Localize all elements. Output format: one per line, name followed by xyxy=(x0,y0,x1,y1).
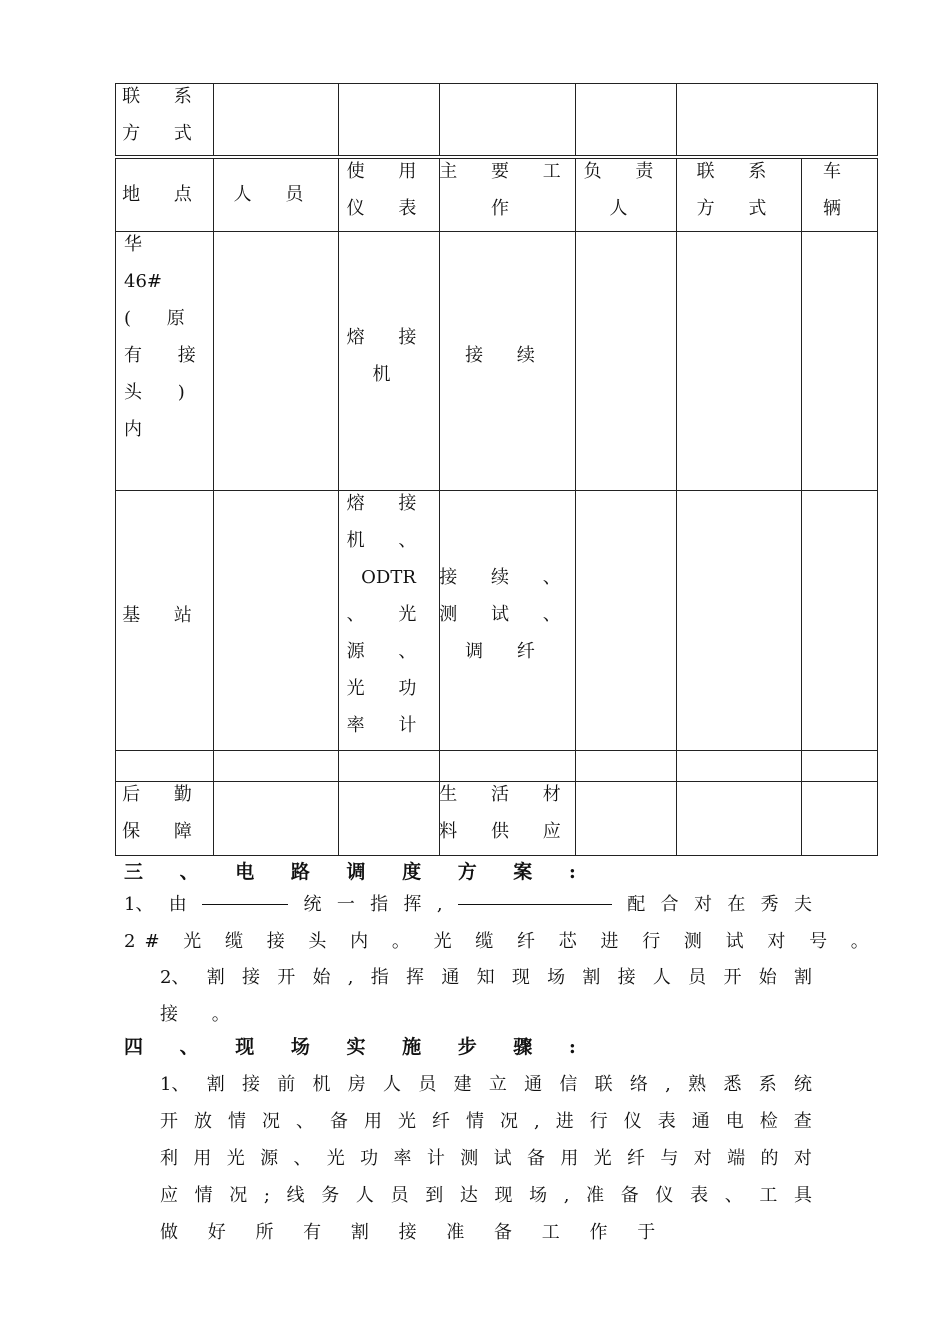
header-vehicle: 车 辆 xyxy=(823,161,855,219)
section4-line2: 开 放 情 况 、 备 用 光 纤 情 况 , 进 行 仪 表 通 电 检 查 xyxy=(160,1111,812,1132)
section4-line3: 利 用 光 源 、 光 功 率 计 测 试 备 用 光 纤 与 对 端 的 对 xyxy=(160,1148,812,1169)
section3-item1-line1: 1、 由 统 一 指 挥 , 配 合 对 在 秀 夫 xyxy=(124,886,812,923)
header-location: 地 点 xyxy=(122,184,206,205)
section3-item2-line2: 接 。 xyxy=(160,1004,244,1025)
section4-title: 四 、 现 场 实 施 步 骤 : xyxy=(124,1036,591,1058)
header-main-work: 主 要 工 作 xyxy=(439,161,575,219)
row-hua46-location: 华 46# ( 原 有 接 头 ) 内 xyxy=(124,234,196,440)
row-logistics-location: 后 勤 保 障 xyxy=(122,784,206,842)
section3-item1-line2: 2# 光 缆 接 头 内 。 光 缆 纤 芯 进 行 测 试 对 号 。 xyxy=(124,931,878,952)
row-station-instrument: 熔 接 机 、 ODTR 、 光 源 、 光 功 率 计 xyxy=(346,493,431,736)
section3-item2-line1: 2、 割 接 开 始 , 指 挥 通 知 现 场 割 接 人 员 开 始 割 xyxy=(160,967,812,988)
section4-line5: 做 好 所 有 割 接 准 备 工 作 于 xyxy=(160,1222,668,1243)
section3-title: 三 、 电 路 调 度 方 案 : xyxy=(124,861,591,883)
header-owner: 负 责 人 xyxy=(583,161,668,219)
row-station-work: 接 续 、 测 试 、 调 纤 xyxy=(439,567,575,662)
row-station-location: 基 站 xyxy=(122,605,206,626)
section4-line1: 1、 割 接 前 机 房 人 员 建 立 通 信 联 络 , 熟 悉 系 统 xyxy=(160,1074,812,1095)
blank-commander xyxy=(202,886,288,905)
blank-cooperator xyxy=(458,886,612,905)
header-instrument: 使 用 仪 表 xyxy=(346,161,431,219)
contact-label: 联 系 方 式 xyxy=(122,86,206,144)
row-hua46-work: 接 续 xyxy=(465,345,549,366)
header-staff: 人 员 xyxy=(233,184,318,205)
row-logistics-work: 生 活 材 料 供 应 xyxy=(439,784,575,842)
header-contact: 联 系 方 式 xyxy=(696,161,781,219)
section4-line4: 应 情 况 ; 线 务 人 员 到 达 现 场 , 准 备 仪 表 、 工 具 xyxy=(160,1185,812,1206)
row-hua46-instrument: 熔 接 机 xyxy=(346,327,431,385)
